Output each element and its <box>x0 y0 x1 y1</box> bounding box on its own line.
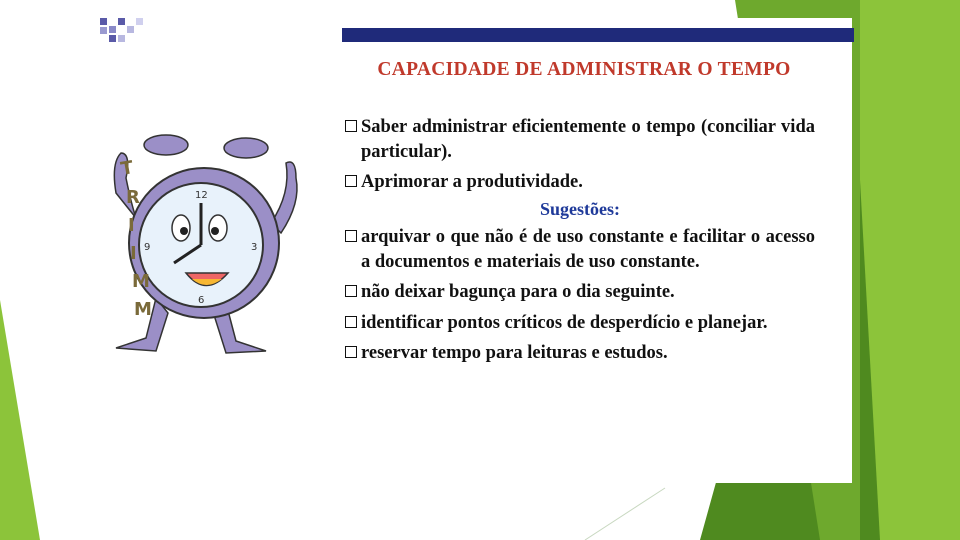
square-bullet-icon <box>345 230 357 242</box>
list-item <box>345 170 815 195</box>
top-bar <box>342 28 854 42</box>
green-left-shard <box>0 300 40 540</box>
square-bullet-icon <box>345 316 357 328</box>
clock-illustration <box>96 123 306 358</box>
slide-title: CAPACIDADE DE ADMINISTRAR O TEMPO <box>377 59 791 80</box>
square-bullet-icon <box>345 346 357 358</box>
svg-text:M: M <box>134 299 152 320</box>
square-bullet-icon <box>345 285 357 297</box>
square-bullet-icon <box>345 120 357 132</box>
svg-text:6: 6 <box>198 295 205 306</box>
list-item-text: arquivar o que não é de uso constante e facilitar o acesso a documentos e materiais de uso constante. <box>361 227 815 272</box>
slide-image <box>92 18 852 483</box>
list-item <box>345 311 815 336</box>
svg-text:3: 3 <box>251 242 258 253</box>
list-item-text: não deixar bagunça para o dia seguinte. <box>361 282 675 302</box>
svg-text:I: I <box>128 215 135 236</box>
list-item-text: Aprimorar a produtividade. <box>361 172 583 192</box>
list-item <box>345 115 815 164</box>
list-item <box>345 225 815 274</box>
list-item-text: Saber administrar eficientemente o tempo (conciliar vida particular). <box>361 117 815 162</box>
list-item <box>345 280 815 305</box>
svg-text:12: 12 <box>195 190 208 201</box>
content-list <box>345 115 815 372</box>
list-item <box>345 341 815 366</box>
subheading: Sugestões: <box>540 198 620 219</box>
list-item-text: identificar pontos críticos de desperdício e planejar. <box>361 312 768 333</box>
svg-text:9: 9 <box>144 242 151 253</box>
svg-text:M: M <box>132 271 150 292</box>
svg-text:R: R <box>126 187 140 208</box>
square-bullet-icon <box>345 175 357 187</box>
list-item-text: reservar tempo para leituras e estudos. <box>361 343 668 363</box>
thin-line <box>585 488 665 540</box>
svg-text:T: T <box>119 157 135 180</box>
svg-text:I: I <box>130 243 137 264</box>
